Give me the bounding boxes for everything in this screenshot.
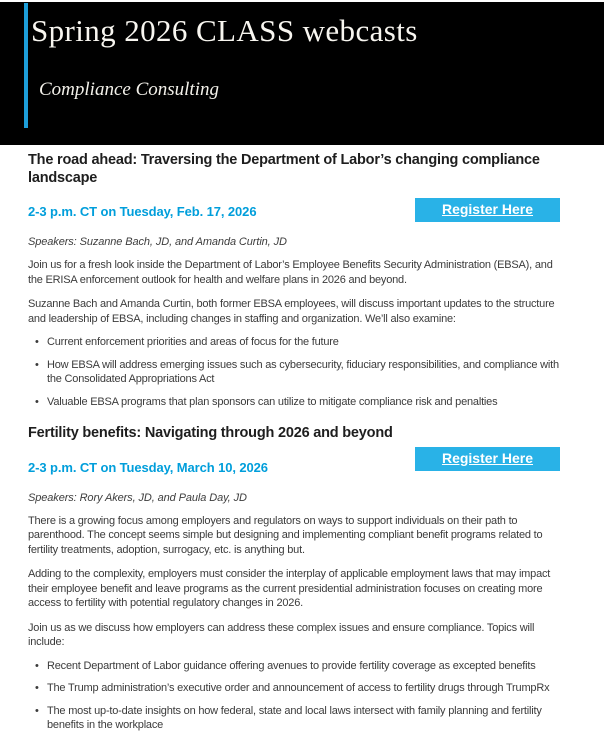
paragraph: Suzanne Bach and Amanda Curtin, both former EBSA employees, will discuss important updates to the structure and leadership of EBSA, including changes in staffing and organization. We’ll also examine: (28, 298, 555, 325)
topic-item: • Valuable EBSA programs that plan sponsors can utilize to mitigate compliance risk and penalties (28, 395, 560, 410)
topic-item: • The Trump administration’s executive order and announcement of access to fertility drugs through TrumpRx (28, 681, 560, 696)
webcast-title: The road ahead: Traversing the Department of Labor’s changing compliance landscape (28, 152, 540, 186)
session-row (28, 201, 560, 225)
paragraph: There is a growing focus among employers and regulators on ways to support individuals on their path to parenthood. The concept seems simple but designing and implementing compliant benefit programs related to fertility treatments, adoption, surrogacy, etc. is anything but. (28, 514, 543, 556)
paragraph: Join us for a fresh look inside the Department of Labor’s Employee Benefits Security Administration (EBSA), and the ERISA enforcement outlook for health and welfare plans in 2026 and beyond. (28, 259, 553, 286)
topic-list (28, 335, 560, 409)
register-here-button[interactable]: Register Here (415, 447, 560, 471)
content-area (0, 145, 604, 733)
paragraph: Adding to the complexity, employers must consider the interplay of applicable employment laws that may impact their employee benefit and leave programs as the current presidential administration focuses on creating more access to fertility with potential regulatory changes in 2026. (28, 568, 551, 609)
newsletter-page (0, 2, 604, 733)
page-subtitle: Compliance Consulting (39, 79, 219, 100)
topic-item: • Recent Department of Labor guidance offering avenues to provide fertility coverage as excepted benefits (28, 659, 560, 674)
webcast-section-fertility-benefits (28, 425, 560, 733)
topic-list (28, 659, 560, 733)
speakers-line: Speakers: Rory Akers, JD, and Paula Day, JD (28, 491, 247, 504)
accent-line (24, 3, 28, 128)
session-row (28, 449, 560, 481)
topic-item: • The most up-to-date insights on how federal, state and local laws intersect with family planning and fertility benefits in the workplace (28, 704, 560, 733)
paragraph: Join us as we discuss how employers can address these complex issues and ensure compliance. Topics will include: (28, 621, 535, 648)
webcast-section-road-ahead (28, 152, 560, 409)
page-title: Spring 2026 CLASS webcasts (31, 13, 418, 48)
topic-item: • Current enforcement priorities and areas of focus for the future (28, 335, 560, 350)
masthead (0, 2, 604, 145)
speakers-line: Speakers: Suzanne Bach, JD, and Amanda Curtin, JD (28, 236, 287, 248)
session-datetime: 2-3 p.m. CT on Tuesday, March 10, 2026 (28, 459, 268, 475)
session-datetime: 2-3 p.m. CT on Tuesday, Feb. 17, 2026 (28, 204, 257, 219)
webcast-title: Fertility benefits: Navigating through 2026 and beyond (28, 425, 393, 441)
register-here-button[interactable]: Register Here (415, 198, 560, 222)
topic-item: • How EBSA will address emerging issues such as cybersecurity, fiduciary responsibilities, and compliance with the Consolidated Appropriations Act (28, 358, 560, 387)
